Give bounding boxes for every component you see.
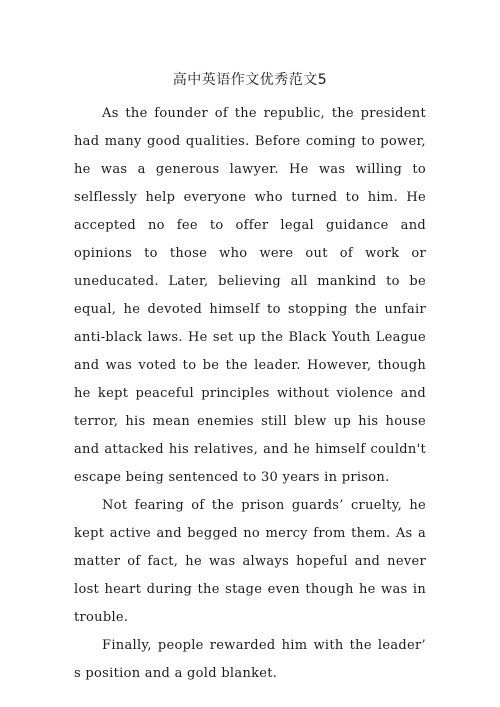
document-body	[74, 100, 426, 688]
paragraph-2: Not fearing of the prison guards’ cruelty, he kept active and begged no mercy from them. As a matter of fact, he was always hopeful and never lost heart during the stage even though he was in trouble.	[74, 498, 426, 625]
paragraph-3: Finally, people rewarded him with the leader’ s position and a gold blanket.	[74, 638, 426, 681]
paragraph-1: As the founder of the republic, the president had many good qualities. Before coming to power, he was a generous lawyer. He was willing to selflessly help everyone who turned to him. He accepted no fee to offer legal guidance and opinions to those who were out of work or uneducated. Later, believing all mankind to be equal, he devoted himself to stopping the unfair anti-black laws. He set up the Black Youth League and was voted to be the leader. However, though he kept peaceful principles without violence and terror, his mean enemies still blew up his house and attacked his relatives, and he himself couldn't escape being sentenced to 30 years in prison.	[74, 106, 426, 485]
document-title: 高中英语作文优秀范文5	[172, 72, 328, 88]
